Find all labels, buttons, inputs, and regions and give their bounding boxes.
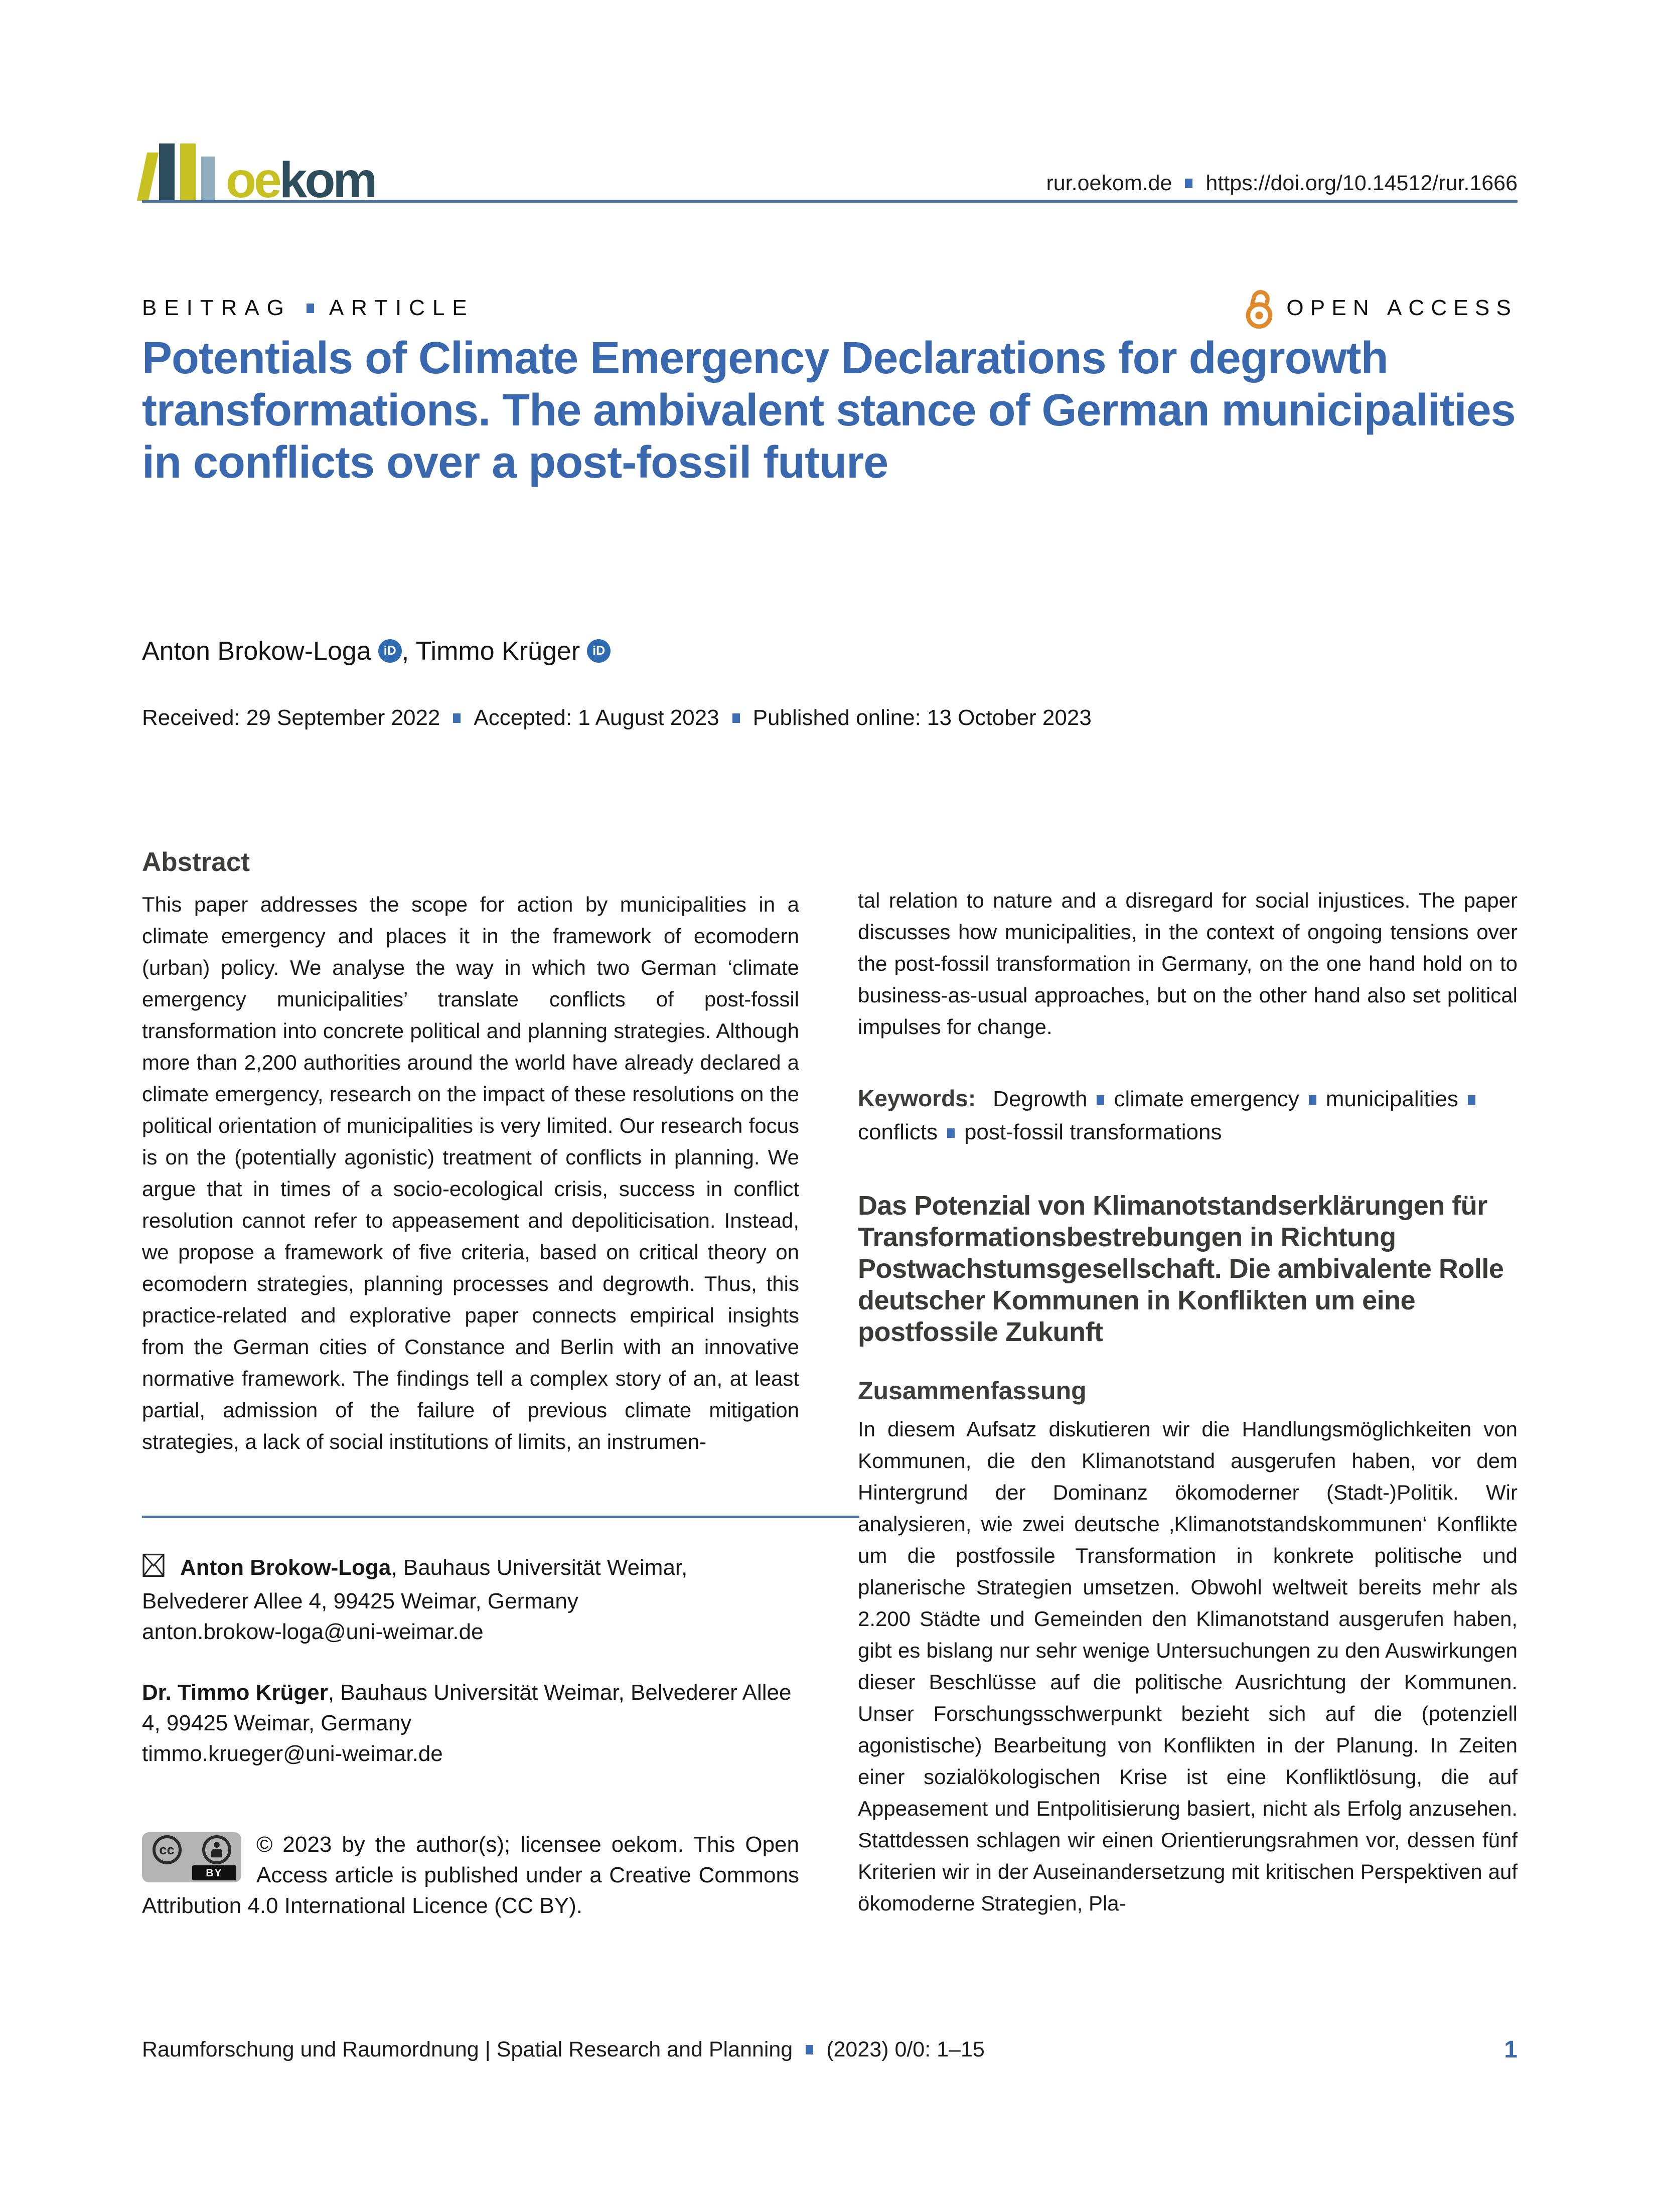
license-block xyxy=(142,1829,799,1921)
logo-bar xyxy=(159,143,175,201)
labels-row xyxy=(142,287,1518,329)
column-spacer xyxy=(858,847,1518,884)
cc-by-badge[interactable] xyxy=(142,1832,241,1882)
correspondence-block xyxy=(142,1552,799,1769)
category-de: BEITRAG xyxy=(142,296,291,320)
article-title: Potentials of Climate Emergency Declarations for degrowth transformations. The ambivalent stance of German municipalities in conflicts over a post-fossil future xyxy=(142,333,1516,488)
keywords-label: Keywords: xyxy=(858,1085,976,1111)
bullet-separator-icon xyxy=(732,713,740,723)
keyword: Degrowth xyxy=(993,1087,1088,1111)
cc-by-label: BY xyxy=(192,1865,236,1880)
published-date: Published online: 13 October 2023 xyxy=(752,705,1092,730)
journal-url[interactable]: rur.oekom.de xyxy=(1046,171,1172,195)
oekom-logo-text xyxy=(226,152,375,208)
correspondence-name: Anton Brokow-Loga xyxy=(180,1555,391,1580)
correspondence-author-1 xyxy=(142,1552,799,1616)
abstract-text: This paper addresses the scope for action by municipalities in a climate emergency and places it in the framework of ecomodern (urban) policy. We analyse the way in which two German ‘climate emergency municipalities’ translate conflicts of post-fossil transformation into concrete political and planning strategies. Although more than 2,200 authorities around the world have already declared a climate emergency, research on the impact of these resolutions on the political orientation of municipalities is very limited. Our research focus is on the (potentially agonistic) treatment of conflicts in planning. We argue that in times of a socio-ecological crisis, success in conflict resolution cannot refer to appeasement and depoliticisation. Instead, we propose a framework of five criteria, based on critical theory on ecomodern strategies, planning processes and degrowth. Thus, this practice-related and explorative paper connects empirical insights from the German cities of Constance and Berlin with an innovative normative framework. The findings tell a complex story of an, at least partial, admission of the failure of previous climate mitigation strategies, a lack of social institutions of limits, an instrumen- xyxy=(142,893,799,1453)
zusammenfassung-heading: Zusammenfassung xyxy=(858,1377,1087,1405)
logo-bar xyxy=(180,143,196,201)
bullet-separator-icon xyxy=(806,2045,813,2054)
page-number: 1 xyxy=(1504,2036,1518,2063)
correspondence-author-2 xyxy=(142,1677,799,1738)
footer-journal-name: Raumforschung und Raumordnung | Spatial Research and Planning xyxy=(142,2037,793,2061)
keyword: conflicts xyxy=(858,1120,938,1144)
keyword: municipalities xyxy=(1325,1087,1458,1111)
footer-journal-line xyxy=(142,2037,985,2062)
page-footer xyxy=(142,2036,1518,2063)
license-text: © 2023 by the author(s); licensee oekom. This Open Access article is published under a Creative Commons Attribution 4.0 International Licence (CC BY). xyxy=(142,1832,799,1918)
cc-icon: cc xyxy=(153,1835,182,1864)
oekom-logo xyxy=(142,143,375,208)
open-access-lock-icon xyxy=(1243,287,1275,329)
correspondence-email[interactable]: timmo.krueger@uni-weimar.de xyxy=(142,1741,443,1766)
left-column xyxy=(142,847,799,1921)
category-en: ARTICLE xyxy=(329,296,475,320)
journal-header xyxy=(142,143,1518,208)
correspondence-name: Dr. Timmo Krüger xyxy=(142,1680,328,1705)
bullet-separator-icon xyxy=(1309,1095,1316,1105)
orcid-icon[interactable]: iD xyxy=(378,639,402,663)
author-name[interactable]: Timmo Krüger xyxy=(415,637,580,666)
open-access-label: OPEN ACCESS xyxy=(1286,296,1518,320)
keywords-line xyxy=(858,1082,1518,1149)
bullet-separator-icon xyxy=(1185,179,1192,188)
envelope-icon xyxy=(142,1553,165,1586)
bullet-separator-icon xyxy=(453,713,461,723)
correspondence-affiliation: , Bauhaus Universität Weimar, Belvederer Allee 4, 99425 Weimar, Germany xyxy=(142,1680,792,1735)
article-dates xyxy=(142,705,1092,730)
footer-issue: (2023) 0/0: 1–15 xyxy=(826,2037,985,2061)
abstract-continuation: tal relation to nature and a disregard for social injustices. The paper discusses how municipalities, in the context of ongoing tensions over the post-fossil transformation in Germany, on the one hand hold on to business-as-usual approaches, but on the other hand also set political impulses for change. xyxy=(858,889,1518,1039)
doi-link[interactable]: https://doi.org/10.14512/rur.1666 xyxy=(1205,171,1518,195)
header-rule xyxy=(142,200,1518,203)
received-date: Received: 29 September 2022 xyxy=(142,705,440,730)
bullet-separator-icon xyxy=(307,304,314,313)
header-links xyxy=(1046,171,1518,201)
bullet-separator-icon xyxy=(1097,1095,1104,1105)
german-title: Das Potenzial von Klimanotstandserklärungen für Transformationsbestrebungen in Richtung Postwachstumsgesellschaft. Die ambivalente Rolle deutscher Kommunen in Konflikten um eine postfossile Zukunft xyxy=(858,1191,1504,1347)
keyword: post-fossil transformations xyxy=(964,1120,1222,1144)
correspondence-email[interactable]: anton.brokow-loga@uni-weimar.de xyxy=(142,1619,484,1644)
authors-line xyxy=(142,636,611,666)
article-category xyxy=(142,296,475,321)
logo-oe: oe xyxy=(226,152,279,208)
open-access-badge xyxy=(1243,287,1518,329)
orcid-icon[interactable]: iD xyxy=(587,639,611,663)
zusammenfassung-text: In diesem Aufsatz diskutieren wir die Handlungsmöglichkeiten von Kommunen, die den Klimanotstand ausgerufen haben, vor dem Hintergrund der Dominanz ökomoderner (Stadt-)Politik. Wir analysieren, wie zwei deutsche ‚Klimanotstandskommunen‘ Konflikte um die postfossile Transformation in konkrete politische und planerische Strategien umsetzen. Obwohl weltweit bereits mehr als 2.200 Städte und Gemeinden den Klimanotstand ausgerufen haben, gibt es bislang nur sehr wenige Untersuchungen zu den Auswirkungen dieser Beschlüsse auf die politische Ausrichtung der Kommunen. Unser Forschungsschwerpunkt bezieht sich auf die (potenziell agonistische) Bearbeitung von Konflikten in der Planung. In Zeiten einer sozialökologischen Krise ist eine Konfliktlösung, die auf Appeasement und Entpolitisierung basiert, nicht als Erfolg anzusehen. Stattdessen schlagen wir einen Orientierungsrahmen vor, dessen fünf Kriterien wir in der Auseinandersetzung mit kritischen Perspektiven auf ökomoderne Strategien, Pla- xyxy=(858,1417,1518,1915)
abstract-heading: Abstract xyxy=(142,847,250,877)
bullet-separator-icon xyxy=(947,1128,955,1138)
logo-bar xyxy=(137,153,159,201)
author-name[interactable]: Anton Brokow-Loga xyxy=(142,637,371,666)
two-column-body xyxy=(142,847,1518,1921)
correspondence-affiliation: , Bauhaus Universität Weimar, Belvederer Allee 4, 99425 Weimar, Germany xyxy=(142,1555,688,1613)
authors-separator: , xyxy=(401,637,409,666)
keyword: climate emergency xyxy=(1114,1087,1299,1111)
bullet-separator-icon xyxy=(1468,1095,1475,1105)
logo-kom: kom xyxy=(279,152,375,208)
oekom-logo-bars-icon xyxy=(142,143,215,201)
right-column xyxy=(858,847,1518,1921)
logo-bar xyxy=(201,157,215,201)
correspondence-rule xyxy=(142,1516,859,1518)
accepted-date: Accepted: 1 August 2023 xyxy=(474,705,719,730)
